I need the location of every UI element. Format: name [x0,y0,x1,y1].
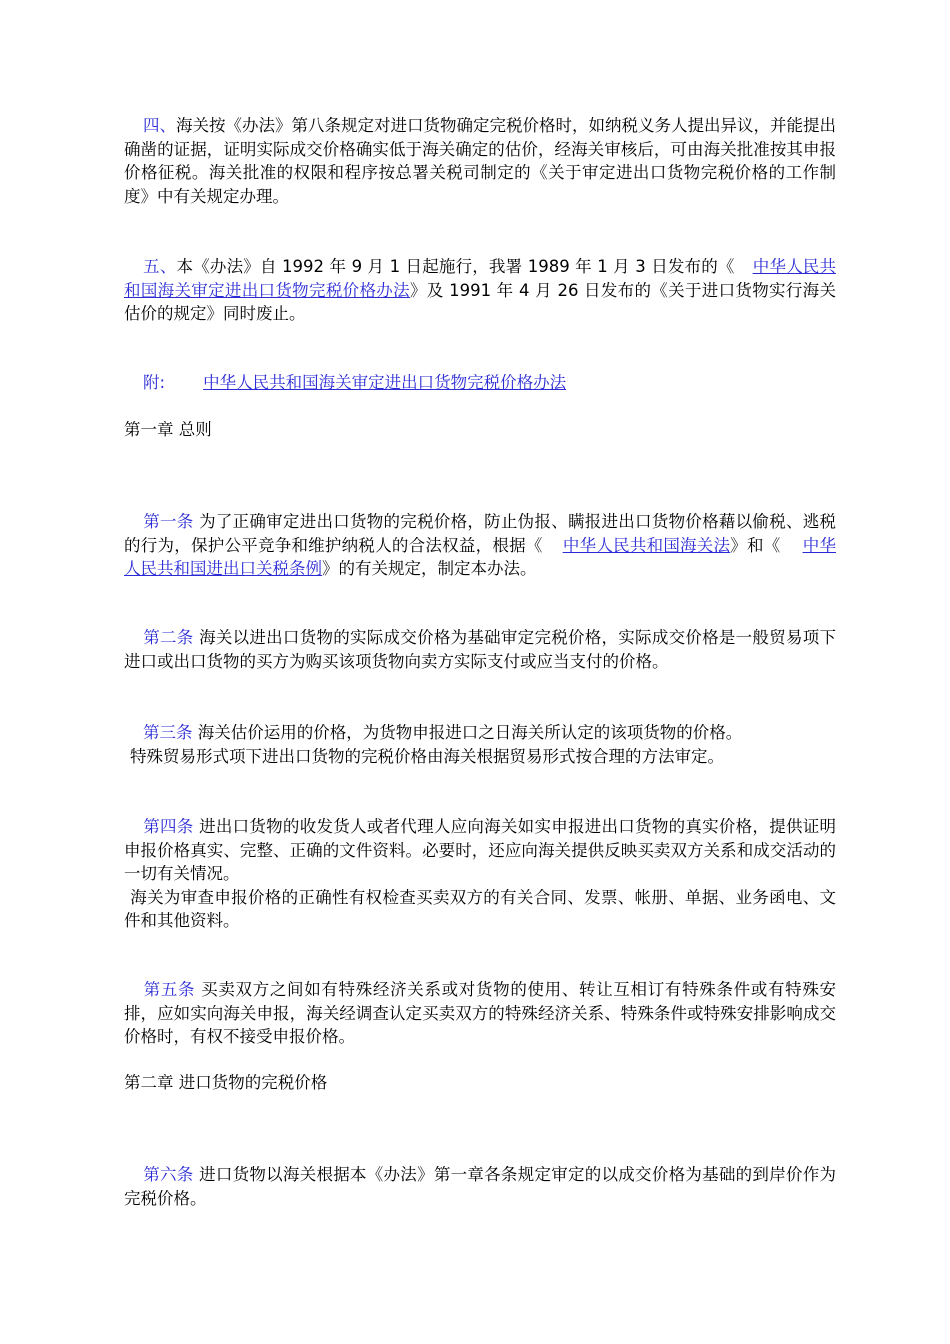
link-tariff-regulations[interactable]: 中华人民共和国进出口关税条例 [124,535,837,578]
paragraph-4 [124,114,836,208]
article-4-text: 进出口货物的收发货人或者代理人应向海关如实申报进出口货物的真实价格，提供证明申报价格真实、完整、正确的文件资料。必要时，还应向海关提供反映买卖双方关系和成交活动的一切有关情况。 [124,817,837,883]
article-2 [124,626,836,673]
article-3-text: 海关估价运用的价格，为货物申报进口之日海关所认定的该项货物的价格。 [192,723,743,742]
article-6-text: 进口货物以海关根据本《办法》第一章各条规定审定的以成交价格为基础的到岸价作为完税价格。 [124,1165,837,1208]
chapter-2-heading: 第二章 进口货物的完税价格 [124,1073,328,1092]
article-1-text-mid: 》和《 [730,535,781,555]
article-5-label: 第五条 [143,980,196,999]
appendix-label: 附: [143,373,166,392]
article-1-label: 第一条 [143,512,194,531]
link-appendix-measures[interactable]: 中华人民共和国海关审定进出口货物完税价格办法 [203,373,567,392]
article-5-text: 买卖双方之间如有特殊经济关系或对货物的使用、转让互相订有特殊条件或有特殊安排，应如实向海关申报，海关经调查认定买卖双方的特殊经济关系、特殊条件或特殊安排影响成交价格时，有权不接受申报价格。 [124,980,837,1046]
paragraph-5-label: 五、 [143,257,177,276]
link-customs-valuation-measures[interactable]: 中华人民共和国海关审定进出口货物完税价格办法 [124,257,836,300]
article-2-label: 第二条 [143,628,194,647]
article-3-text-2: 特殊贸易形式项下进出口货物的完税价格由海关根据贸易形式按合理的方法审定。 [130,746,724,766]
paragraph-5-text-before: 本《办法》自 1992 年 9 月 1 日起施行，我署 1989 年 1 月 3 日发布的《 [176,257,735,276]
paragraph-4-label: 四、 [143,116,176,135]
link-customs-law[interactable]: 中华人民共和国海关法 [562,535,731,555]
article-1-text-before: 为了正确审定进出口货物的完税价格，防止伪报、瞒报进出口货物价格藉以偷税、逃税的行为，保护公平竞争和维护纳税人的合法权益，根据《 [124,512,837,555]
paragraph-4-text: 海关按《办法》第八条规定对进口货物确定完税价格时，如纳税义务人提出异议，并能提出确凿的证据，证明实际成交价格确实低于海关确定的估价，经海关审核后，可由海关批准按其申报价格征税。海关批准的权限和程序按总署关税司制定的《关于审定进出口货物完税价格的工作制度》中有关规定办理。 [124,116,836,206]
article-4-label: 第四条 [143,817,194,836]
appendix-line [124,371,566,395]
article-5 [124,978,836,1049]
chapter-1-heading: 第一章 总则 [124,420,212,439]
article-4 [124,815,836,933]
article-6-label: 第六条 [143,1165,194,1184]
article-6 [124,1163,836,1210]
article-2-text: 海关以进出口货物的实际成交价格为基础审定完税价格，实际成交价格是一般贸易项下进口或出口货物的买方为购买该项货物向卖方实际支付或应当支付的价格。 [124,628,837,671]
article-4-text-2: 海关为审查申报价格的正确性有权检查买卖双方的有关合同、发票、帐册、单据、业务函电、文件和其他资料。 [124,887,836,930]
article-1 [124,510,836,581]
article-3-label: 第三条 [143,723,193,742]
article-1-text-after: 》的有关规定，制定本办法。 [322,559,537,578]
paragraph-5-text-after: 》及 1991 年 4 月 26 日发布的《关于进口货物实行海关估价的规定》同时废止。 [124,280,836,323]
paragraph-5 [124,255,836,326]
article-3 [124,721,836,768]
